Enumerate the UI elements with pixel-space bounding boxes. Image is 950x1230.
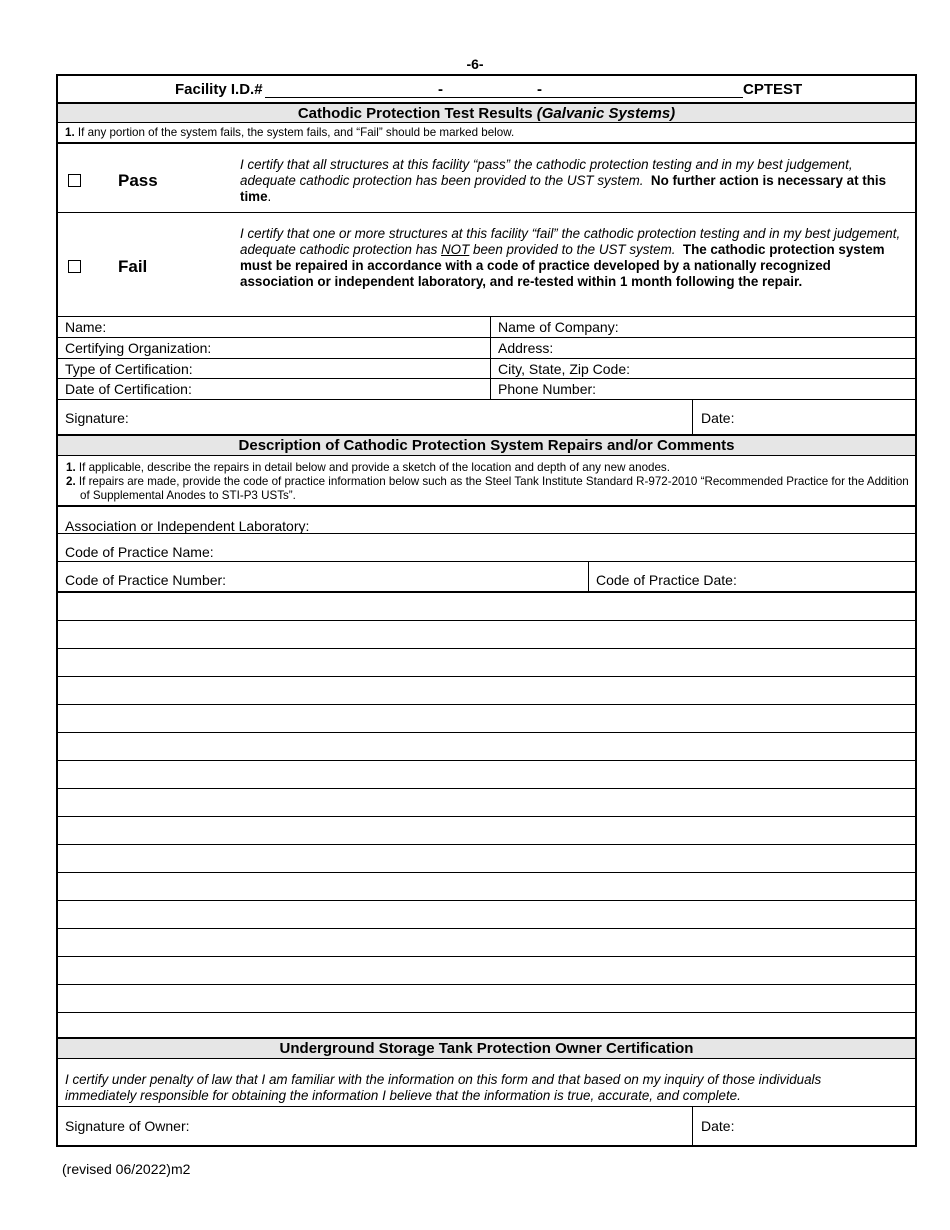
- comment-lines[interactable]: [58, 591, 915, 1039]
- association-field[interactable]: Association or Independent Laboratory:: [65, 518, 310, 534]
- comment-line[interactable]: [58, 844, 915, 845]
- owner-statement: I certify under penalty of law that I am familiar with the information on this form and that based on my inquiry of those individuals immediately responsible for obtaining the information I believe that the information is true, accurate, and complete.: [65, 1072, 822, 1103]
- divider: [692, 1107, 693, 1146]
- comment-line[interactable]: [58, 900, 915, 901]
- certification-type-field[interactable]: Type of Certification:: [65, 361, 193, 377]
- fail-row: [58, 212, 915, 317]
- code-of-practice-date-field[interactable]: Code of Practice Date:: [596, 572, 737, 588]
- fail-certification-text: [240, 226, 908, 290]
- fail-statement-a: I certify that one or more structures at this facility “fail” the cathodic protection testing and in my best judgement, adequate cathodic protection has: [240, 226, 901, 257]
- comment-line[interactable]: [58, 788, 915, 789]
- facility-id-suffix: CPTEST: [743, 81, 803, 98]
- pass-period: .: [267, 189, 272, 204]
- tester-row-3: [58, 358, 915, 379]
- facility-id-dash-2: -: [537, 81, 542, 98]
- test-results-note: [65, 126, 514, 139]
- fail-label: Fail: [118, 257, 148, 276]
- name-field[interactable]: Name:: [65, 319, 107, 335]
- code-of-practice-number-field[interactable]: Code of Practice Number:: [65, 572, 227, 588]
- test-results-title: Cathodic Protection Test Results: [297, 105, 537, 122]
- comment-line[interactable]: [58, 816, 915, 817]
- note-2-number: 2.: [66, 475, 76, 488]
- comment-line[interactable]: [58, 928, 915, 929]
- repairs-title: Description of Cathodic Protection System Repairs and/or Comments: [238, 437, 735, 454]
- repairs-note-2: [66, 475, 920, 503]
- fail-checkbox[interactable]: [68, 260, 81, 273]
- note-1-number: 1.: [66, 461, 76, 474]
- fail-action: The cathodic protection system must be repaired in accordance with a code of practice developed by a nationally recognized association or independent laboratory, and re-tested within 1 month following the repair.: [240, 242, 885, 289]
- owner-certification-title: Underground Storage Tank Protection Owner Certification: [279, 1040, 694, 1057]
- owner-certification-header: [58, 1037, 915, 1059]
- certifying-organization-field[interactable]: Certifying Organization:: [65, 340, 212, 356]
- phone-number-field[interactable]: Phone Number:: [498, 381, 597, 397]
- owner-signature-field[interactable]: Signature of Owner:: [65, 1118, 190, 1134]
- facility-id-label: Facility I.D.#: [175, 81, 263, 98]
- fail-statement-b: been provided to the UST system.: [469, 242, 676, 257]
- owner-date-field[interactable]: Date:: [701, 1118, 735, 1134]
- comment-line[interactable]: [58, 704, 915, 705]
- city-state-zip-field[interactable]: City, State, Zip Code:: [498, 361, 631, 377]
- note-number: 1.: [65, 126, 75, 139]
- pass-statement: I certify that all structures at this facility “pass” the cathodic protection testing and in my best judgement, adequate cathodic protection has been provided to the UST system.: [240, 157, 853, 188]
- divider: [490, 359, 491, 379]
- repairs-notes: [58, 455, 915, 506]
- address-field[interactable]: Address:: [498, 340, 554, 356]
- page-number: -6-: [466, 56, 484, 72]
- divider: [490, 317, 491, 338]
- comment-line[interactable]: [58, 1012, 915, 1013]
- comment-line[interactable]: [58, 732, 915, 733]
- repairs-header: [58, 434, 915, 456]
- divider: [588, 562, 589, 591]
- cop-number-row: [58, 561, 915, 591]
- divider: [490, 379, 491, 400]
- comment-line[interactable]: [58, 956, 915, 957]
- comment-line[interactable]: [58, 648, 915, 649]
- note-text: If any portion of the system fails, the system fails, and “Fail” should be marked below.: [77, 126, 515, 139]
- pass-action: No further action is necessary at this time: [240, 173, 887, 204]
- code-of-practice-name-field[interactable]: Code of Practice Name:: [65, 544, 214, 560]
- facility-id-input-line[interactable]: [265, 97, 743, 98]
- repairs-note-1: [66, 461, 670, 475]
- comment-line[interactable]: [58, 872, 915, 873]
- pass-row: [58, 142, 915, 213]
- test-results-title-italic: (Galvanic Systems): [536, 105, 676, 122]
- signature-date-field[interactable]: Date:: [701, 410, 735, 426]
- facility-id-row: [58, 76, 915, 102]
- test-results-note-row: [58, 122, 915, 143]
- cop-name-row: [58, 533, 915, 562]
- certification-date-field[interactable]: Date of Certification:: [65, 381, 192, 397]
- company-field[interactable]: Name of Company:: [498, 319, 619, 335]
- tester-row-1: [58, 316, 915, 338]
- comment-line[interactable]: [58, 676, 915, 677]
- test-results-header: [58, 102, 915, 123]
- tester-row-2: [58, 337, 915, 358]
- comment-line[interactable]: [58, 760, 915, 761]
- pass-checkbox[interactable]: [68, 174, 81, 187]
- revision-note: (revised 06/2022)m2: [62, 1161, 191, 1177]
- association-row: [58, 505, 915, 535]
- comment-line[interactable]: [58, 620, 915, 621]
- note-1-text: If applicable, describe the repairs in detail below and provide a sketch of the location and depth of any new anodes.: [78, 461, 670, 474]
- divider: [692, 400, 693, 435]
- pass-certification-text: [240, 157, 908, 205]
- signature-field[interactable]: Signature:: [65, 410, 129, 426]
- note-2-text: If repairs are made, provide the code of practice information below such as the Steel Tank Institute Standard R-972-2010 “Recommended Practice for the Addition of Supplemental Anodes to STI-P3 USTs”.: [78, 475, 909, 502]
- owner-statement-row: [58, 1058, 915, 1106]
- facility-id-dash-1: -: [438, 81, 443, 98]
- tester-row-4: [58, 378, 915, 400]
- pass-label: Pass: [118, 171, 158, 190]
- owner-signature-row: [58, 1106, 915, 1146]
- comment-line[interactable]: [58, 984, 915, 985]
- divider: [490, 338, 491, 358]
- cathodic-protection-form: [56, 74, 917, 1147]
- fail-statement-not: NOT: [441, 242, 470, 257]
- tester-signature-row: [58, 399, 915, 435]
